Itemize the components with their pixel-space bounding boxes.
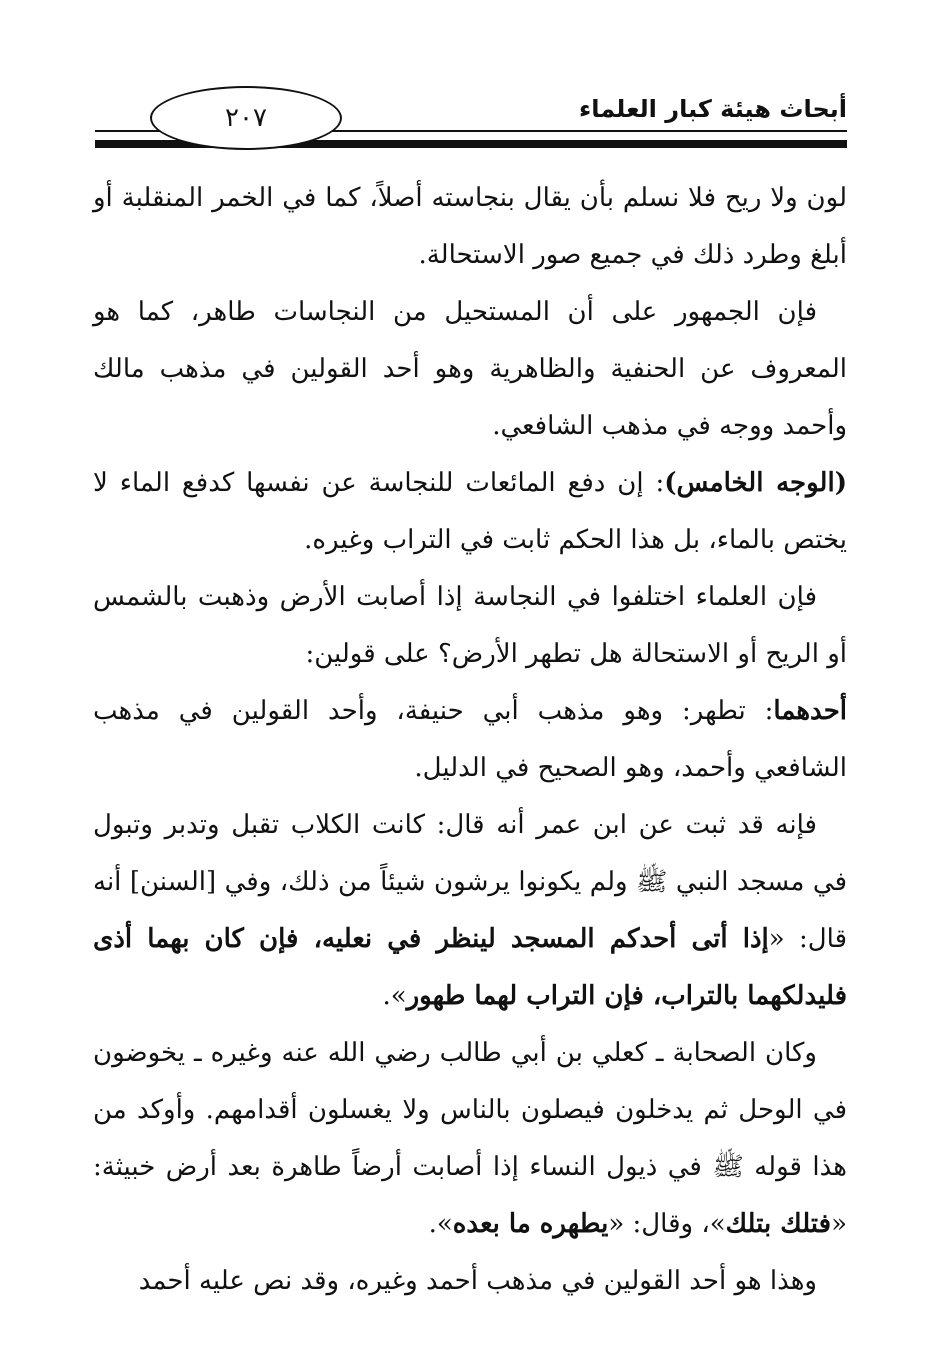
text-run: فإنه قد ثبت عن ابن عمر أنه قال: كانت الكلاب تقبل وتدبر وتبول في مسجد النبي ﷺ ولم يكونوا يرشون شيئاً من ذلك، وفي [السنن] أنه قال: «: [93, 810, 847, 954]
bold-text-run: فتلك بتلك: [725, 1209, 832, 1239]
text-run: ».: [382, 981, 407, 1011]
text-run: لون ولا ريح فلا نسلم بأن يقال بنجاسته أصلاً، كما في الخمر المنقلبة أو أبلغ وطرد ذلك في جميع صور الاستحالة.: [93, 183, 847, 270]
paragraph: [93, 683, 847, 797]
bold-text-run: (الوجه الخامس): [664, 468, 848, 498]
paragraph: [93, 455, 847, 569]
page-number: ٢٠٧: [225, 103, 267, 133]
page-header: [95, 78, 847, 158]
paragraph: [93, 569, 847, 683]
text-run: وهذا هو أحد القولين في مذهب أحمد وغيره، وقد نص عليه أحمد: [138, 1266, 817, 1296]
paragraph: [93, 284, 847, 455]
running-title: أبحاث هيئة كبار العلماء: [578, 95, 847, 123]
bold-text-run: يطهره ما بعده: [452, 1209, 609, 1239]
text-run: وكان الصحابة ـ كعلي بن أبي طالب رضي الله عنه وغيره ـ يخوضون في الوحل ثم يدخلون فيصلون بالناس ولا يغسلون أقدامهم. وأوكد من هذا قوله ﷺ في ذيول النساء إذا أصابت أرضاً طاهرة بعد أرض خبيثة: «: [93, 1038, 847, 1239]
text-run: فإن العلماء اختلفوا في النجاسة إذا أصابت الأرض وذهبت بالشمس أو الريح أو الاستحالة هل تطهر الأرض؟ على قولين:: [93, 582, 847, 669]
text-run: : إن دفع المائعات للنجاسة عن نفسها كدفع الماء لا يختص بالماء، بل هذا الحكم ثابت في التراب وغيره.: [93, 468, 847, 555]
text-run: ».: [428, 1209, 453, 1239]
paragraph: [93, 1253, 847, 1310]
text-run: فإن الجمهور على أن المستحيل من النجاسات طاهر، كما هو المعروف عن الحنفية والظاهرية وهو أحد القولين في مذهب مالك وأحمد ووجه في مذهب الشافعي.: [93, 297, 847, 441]
text-run: »، وقال: «: [608, 1209, 726, 1239]
paragraph: [93, 797, 847, 1025]
bold-text-run: إذا أتى أحدكم المسجد لينظر في نعليه، فإن كان بهما أذى فليدلكهما بالتراب، فإن التراب لهما طهور: [93, 924, 847, 1011]
text-run: : تطهر: وهو مذهب أبي حنيفة، وأحد القولين في مذهب الشافعي وأحمد، وهو الصحيح في الدليل.: [93, 696, 847, 783]
paragraph: [93, 170, 847, 284]
bold-text-run: أحدهما: [773, 696, 847, 726]
page-body: [93, 170, 847, 1310]
paragraph: [93, 1025, 847, 1253]
page-number-badge: [150, 86, 342, 150]
